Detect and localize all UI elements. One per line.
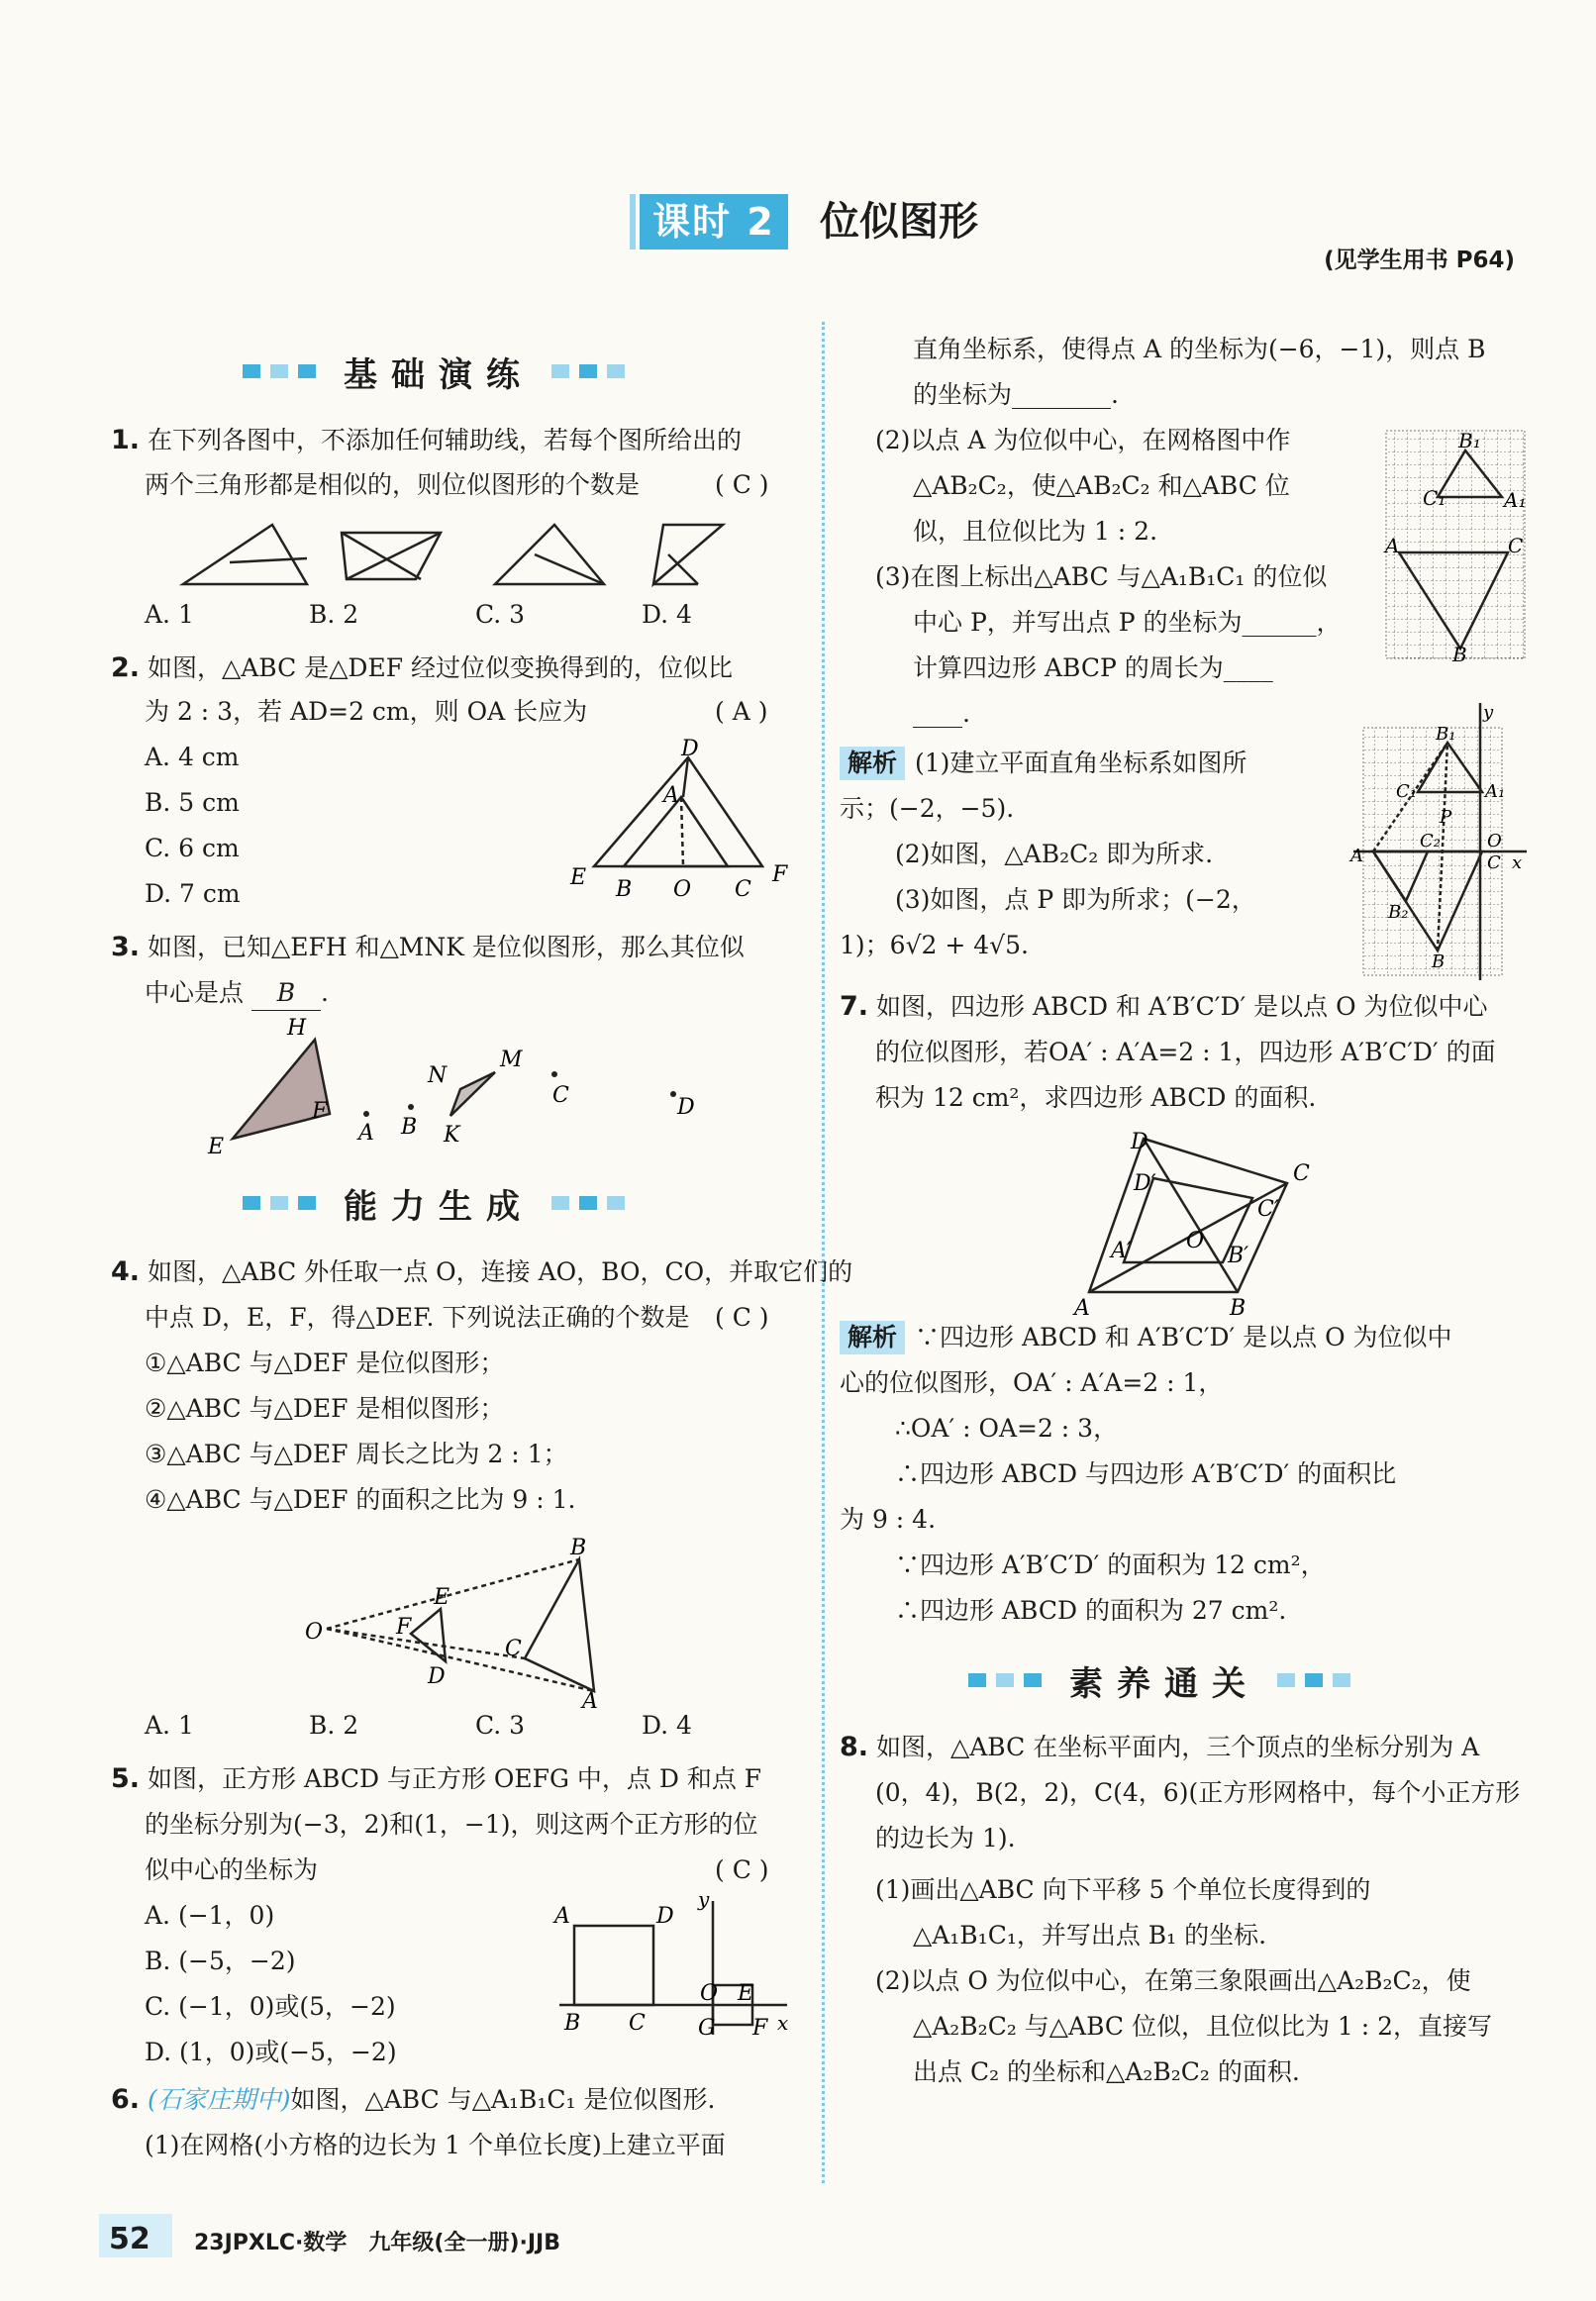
q6-p2b: △AB₂C₂，使△AB₂C₂ 和△ABC 位 (913, 471, 1290, 500)
q5-line2: 的坐标分别为(−3，2)和(1，−1)，则这两个正方形的位 (145, 1810, 758, 1839)
q6-solution-3b: 1)；6√2 + 4√5. (840, 931, 1029, 959)
q6-solution-2: (2)如图，△AB₂C₂ 即为所求. (895, 840, 1214, 868)
q5-figure (549, 1891, 797, 2040)
q6-grid-figure (1381, 426, 1530, 663)
q5-label-e: E (738, 1981, 754, 2006)
lesson-badge: 课时 2 (640, 194, 788, 250)
q8-p1b: △A₁B₁C₁，并写出点 B₁ 的坐标. (913, 1921, 1267, 1950)
q7-solution-4: ∴四边形 ABCD 与四边形 A′B′C′D′ 的面积比 (895, 1459, 1397, 1488)
q7-label-c-prime: C′ (1257, 1197, 1279, 1222)
q6-line1: 6. (石家庄期中)如图，△ABC 与△A₁B₁C₁ 是位似图形. (111, 2084, 716, 2115)
q5-label-o: O (700, 1981, 719, 2006)
q6-g1-label-a1: A₁ (1504, 488, 1527, 512)
q5-label-b: B (564, 2011, 581, 2036)
q1-fig3 (495, 525, 604, 584)
q7-solution-5: 为 9 : 4. (840, 1505, 937, 1534)
section-header-literacy: 素养通关 (968, 1655, 1360, 1705)
q6-g1-label-b: B (1452, 643, 1467, 663)
column-divider (822, 322, 825, 2183)
q2-opt-d: D. 7 cm (145, 879, 241, 908)
q7-line1: 7. 如图，四边形 ABCD 和 A′B′C′D′ 是以点 O 为位似中心 (840, 991, 1488, 1022)
q7-label-c: C (1293, 1161, 1310, 1186)
section-header-basic: 基础演练 (243, 347, 635, 396)
q1-opt-d: D. 4 (642, 600, 692, 629)
q1-opt-a: A. 1 (145, 600, 194, 629)
q5-label-y: y (698, 1891, 710, 1911)
q4-label-c: C (505, 1637, 522, 1661)
q2-label-e: E (570, 865, 587, 890)
q1-opt-c: C. 3 (475, 600, 526, 629)
q6-g2-label-p: P (1440, 807, 1452, 828)
q6-g2-label-a1: A₁ (1485, 781, 1506, 802)
q6-p3d: ____. (913, 699, 970, 728)
q6-g2-label-b: B (1432, 951, 1446, 972)
q4-item-2: ②△ABC 与△DEF 是相似图形； (145, 1394, 505, 1423)
q5-line3: 似中心的坐标为 (145, 1855, 319, 1884)
q3-label-k: K (444, 1123, 460, 1148)
q4-item-4: ④△ABC 与△DEF 的面积之比为 9 : 1. (145, 1485, 576, 1514)
q5-label-g: G (698, 2016, 716, 2040)
q6-line2: (1)在网格(小方格的边长为 1 个单位长度)上建立平面 (145, 2131, 726, 2159)
q2-opt-b: B. 5 cm (145, 788, 240, 817)
q6-line4: 的坐标为________. (913, 380, 1119, 409)
header-badge-edge (630, 194, 636, 250)
q5-line1: 5. 如图，正方形 ABCD 与正方形 OEFG 中，点 D 和点 F (111, 1763, 762, 1794)
q3-answer: B (251, 976, 321, 1011)
q3-label-h: H (287, 1016, 307, 1041)
q4-label-o: O (305, 1620, 324, 1645)
q6-g2-label-y: y (1483, 702, 1494, 723)
q7-solution-6: ∵四边形 A′B′C′D′ 的面积为 12 cm²， (895, 1551, 1326, 1579)
q7-label-a-prime: A′ (1111, 1239, 1132, 1263)
q6-g2-label-c1: C₁ (1396, 781, 1417, 802)
q2-label-c: C (735, 877, 751, 902)
q1-opt-b: B. 2 (309, 600, 359, 629)
q5-opt-c: C. (−1，0)或(5，−2) (145, 1992, 396, 2021)
q3-label-a: A (358, 1121, 374, 1146)
page-number: 52 (109, 2222, 150, 2256)
footer-text: 23JPXLC·数学 九年级(全一册)·JJB (194, 2231, 561, 2255)
q6-p3c: 计算四边形 ABCP 的周长为____ (913, 653, 1273, 682)
q1-line1: 1. 在下列各图中，不添加任何辅助线，若每个图所给出的 (111, 425, 743, 455)
q5-label-d: D (656, 1904, 674, 1929)
q8-line1: 8. 如图，△ABC 在坐标平面内，三个顶点的坐标分别为 A (840, 1732, 1480, 1762)
q1-figures (168, 515, 743, 594)
q6-g1-label-c: C (1508, 534, 1524, 557)
q4-opt-d: D. 4 (642, 1711, 692, 1740)
q2-label-o: O (673, 877, 692, 902)
q7-solution-1: 解析 ∵四边形 ABCD 和 A′B′C′D′ 是以点 O 为位似中 (840, 1321, 1452, 1354)
q8-line2: (0，4)，B(2，2)，C(4，6)(正方形网格中，每个小正方形 (875, 1778, 1521, 1807)
q6-solution-figure (1348, 698, 1532, 985)
q6-g1-label-c1: C₁ (1423, 486, 1446, 510)
q5-opt-b: B. (−5，−2) (145, 1947, 296, 1975)
q3-figure (198, 1015, 713, 1163)
q4-item-3: ③△ABC 与△DEF 周长之比为 2 : 1； (145, 1440, 568, 1468)
page-title: 位似图形 (820, 199, 978, 245)
q5-label-f: F (752, 2016, 768, 2040)
q4-label-f: F (396, 1615, 412, 1640)
q2-line1: 2. 如图，△ABC 是△DEF 经过位似变换得到的，位似比 (111, 652, 734, 683)
q4-label-d: D (428, 1664, 446, 1689)
q4-line2: 中点 D，E，F，得△DEF. 下列说法正确的个数是 (145, 1303, 690, 1332)
q8-p2a: (2)以点 O 为位似中心，在第三象限画出△A₂B₂C₂，使 (875, 1966, 1471, 1995)
q6-solution-1: 解析 (1)建立平面直角坐标系如图所 (840, 747, 1247, 780)
q7-line3: 积为 12 cm²，求四边形 ABCD 的面积. (875, 1083, 1317, 1112)
q2-label-b: B (616, 877, 633, 902)
q3-line1: 3. 如图，已知△EFH 和△MNK 是位似图形，那么其位似 (111, 932, 745, 962)
q6-p3b: 中心 P，并写出点 P 的坐标为______， (913, 608, 1342, 637)
q5-opt-a: A. (−1，0) (145, 1901, 275, 1930)
q1-fig1-line (230, 558, 307, 562)
q7-solution-7: ∴四边形 ABCD 的面积为 27 cm². (895, 1596, 1287, 1625)
q6-p3a: (3)在图上标出△ABC 与△A₁B₁C₁ 的位似 (875, 562, 1328, 591)
q6-g2-label-c2: C₂ (1420, 831, 1441, 851)
q6-g2-label-a: A (1350, 846, 1363, 866)
q5-answer: ( C ) (715, 1855, 769, 1884)
q5-label-c: C (629, 2011, 646, 2036)
q4-opt-c: C. 3 (475, 1711, 526, 1740)
q7-figure (1059, 1129, 1317, 1317)
q7-label-b-prime: B′ (1228, 1244, 1249, 1268)
q6-g2-label-c: C (1487, 852, 1501, 873)
q8-p2c: 出点 C₂ 的坐标和△A₂B₂C₂ 的面积. (913, 2057, 1300, 2086)
q2-label-a: A (663, 783, 679, 808)
q7-solution-2: 心的位似图形，OA′ : A′A=2 : 1， (840, 1368, 1224, 1397)
q6-g2-label-x: x (1512, 852, 1523, 873)
q5-label-x: x (777, 2011, 789, 2035)
q1-line2: 两个三角形都是相似的，则位似图形的个数是 (145, 470, 641, 499)
q1-answer: ( C ) (715, 470, 769, 499)
section-header-ability: 能力生成 (243, 1178, 635, 1228)
q4-label-b: B (570, 1536, 587, 1560)
q2-label-f: F (772, 862, 788, 887)
q2-label-d: D (681, 738, 699, 761)
q7-label-d-prime: D′ (1134, 1171, 1156, 1196)
q4-opt-a: A. 1 (145, 1711, 194, 1740)
q2-opt-a: A. 4 cm (145, 743, 240, 771)
q4-label-a: A (582, 1689, 598, 1713)
q4-line1: 4. 如图，△ABC 外任取一点 O，连接 AO，BO，CO，并取它们的 (111, 1256, 853, 1287)
q4-answer: ( C ) (715, 1303, 769, 1332)
q7-solution-3: ∴OA′ : OA=2 : 3， (895, 1414, 1119, 1443)
q8-p1a: (1)画出△ABC 向下平移 5 个单位长度得到的 (875, 1875, 1371, 1904)
q6-p2c: 似，且位似比为 1 : 2. (913, 517, 1158, 546)
q3-label-c: C (552, 1083, 569, 1108)
q2-opt-c: C. 6 cm (145, 834, 240, 862)
q7-label-b: B (1230, 1296, 1247, 1317)
q6-g2-label-o: O (1487, 831, 1502, 851)
q6-solution-3: (3)如图，点 P 即为所求；(−2， (895, 885, 1256, 914)
q7-label-a: A (1074, 1296, 1090, 1317)
q4-label-e: E (434, 1585, 450, 1610)
q2-line2: 为 2 : 3，若 AD=2 cm，则 OA 长应为 (145, 697, 588, 726)
reference-note: (见学生用书 P64) (1324, 248, 1515, 273)
q5-label-a: A (554, 1904, 570, 1929)
q1-fig1-big (183, 525, 307, 584)
q4-figure (297, 1535, 624, 1713)
q3-label-m: M (500, 1048, 523, 1072)
q6-line3: 直角坐标系，使得点 A 的坐标为(−6，−1)，则点 B (913, 335, 1486, 363)
q3-label-f: F (312, 1099, 328, 1124)
q7-line2: 的位似图形，若OA′ : A′A=2 : 1，四边形 A′B′C′D′ 的面 (875, 1038, 1496, 1066)
q3-label-b: B (401, 1115, 418, 1140)
q3-label-d: D (677, 1095, 695, 1120)
q3-label-e: E (208, 1135, 225, 1159)
q6-g2-label-b1: B₁ (1436, 724, 1456, 745)
q3-label-n: N (428, 1063, 448, 1088)
q4-opt-b: B. 2 (309, 1711, 359, 1740)
q7-label-o: O (1186, 1229, 1205, 1253)
q6-g1-label-b1: B₁ (1458, 429, 1481, 452)
q5-opt-d: D. (1，0)或(−5，−2) (145, 2038, 397, 2066)
q8-p2b: △A₂B₂C₂ 与△ABC 位似，且位似比为 1 : 2，直接写 (913, 2012, 1493, 2041)
q8-line3: 的边长为 1). (875, 1824, 1016, 1852)
q6-solution-1b: 示；(−2，−5). (840, 794, 1015, 823)
q6-g1-label-a: A (1385, 534, 1400, 557)
q2-answer: ( A ) (715, 697, 768, 726)
q7-label-d: D (1131, 1130, 1148, 1154)
q4-item-1: ①△ABC 与△DEF 是位似图形； (145, 1349, 505, 1377)
q2-figure (564, 738, 802, 906)
q6-p2a: (2)以点 A 为位似中心，在网格图中作 (875, 426, 1291, 454)
q6-g2-label-b2: B₂ (1388, 902, 1409, 923)
q3-line2: 中心是点 B . (145, 976, 329, 1011)
